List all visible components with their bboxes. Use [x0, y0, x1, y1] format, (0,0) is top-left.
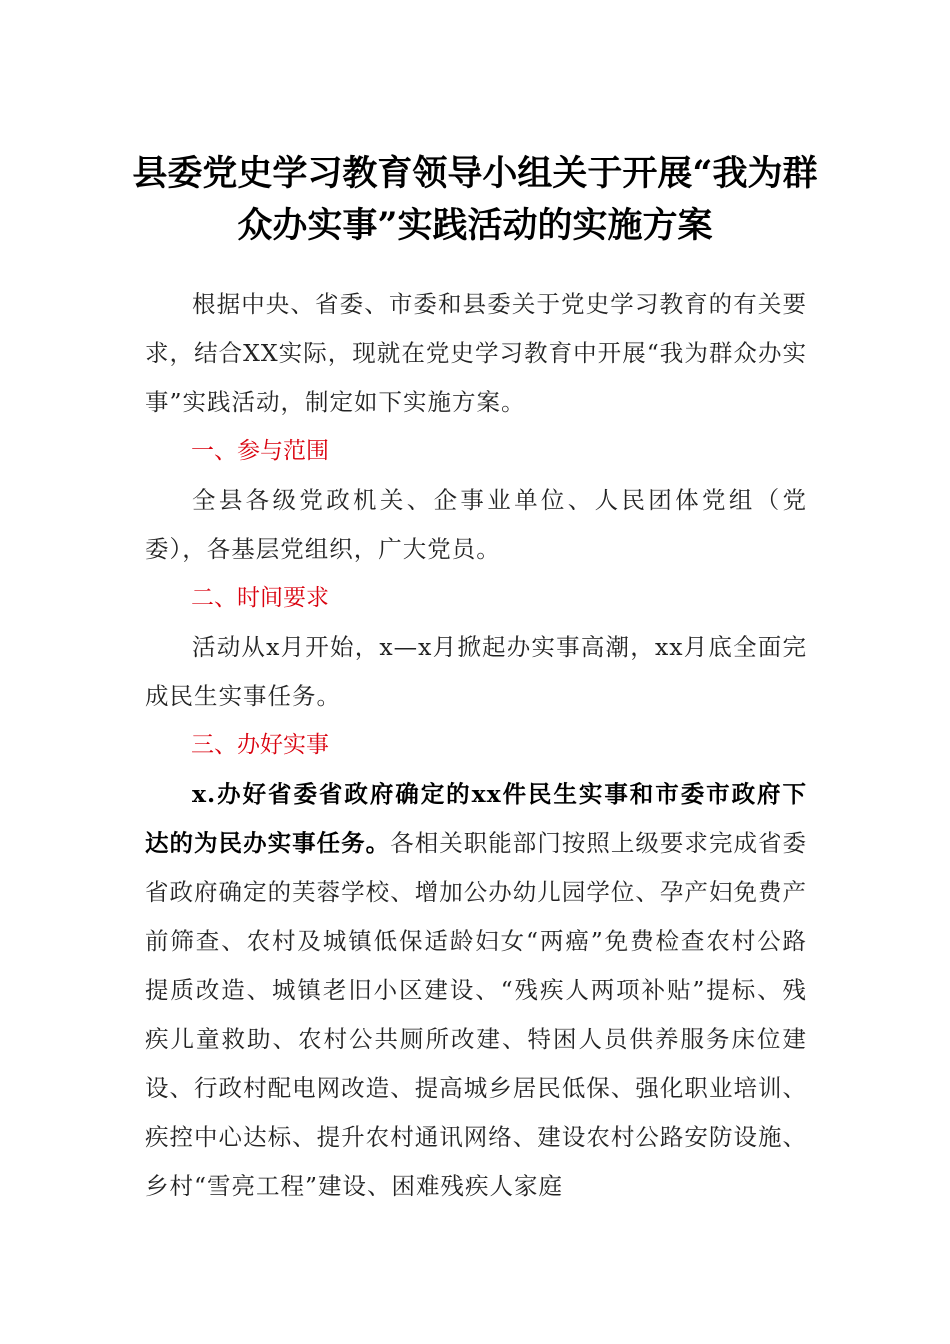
section-heading-tasks: 三、办好实事 [191, 732, 329, 758]
document-title: 县委党史学习教育领导小组关于开展“我为群众办实事”实践活动的实施方案 [132, 153, 818, 246]
section-heading-time: 二、时间要求 [191, 585, 329, 611]
section-heading-scope: 一、参与范围 [191, 438, 329, 464]
section-text-scope: 全县各级党政机关、企事业单位、人民团体党组（党委），各基层党组织，广大党员。 [145, 486, 807, 563]
intro-paragraph: 根据中央、省委、市委和县委关于党史学习教育的有关要求，结合XX实际，现就在党史学习教育中开展“我为群众办实事”实践活动，制定如下实施方案。 [145, 290, 807, 416]
task-item-lead: x.办好省委省政府确定的xx件民生实事和市委市政府下达的为民办实事任务。 [145, 780, 807, 857]
section-text-time: 活动从x月开始，x—x月掀起办实事高潮，xx月底全面完成民生实事任务。 [145, 633, 807, 710]
document-body [145, 280, 807, 1211]
task-item-paragraph [145, 770, 807, 1211]
task-item-text: 各相关职能部门按照上级要求完成省委省政府确定的芙蓉学校、增加公办幼儿园学位、孕产妇免费产前筛查、农村及城镇低保适龄妇女“两癌”免费检查农村公路提质改造、城镇老旧小区建设、“残疾人两项补贴”提标、残疾儿童救助、农村公共厕所改建、特困人员供养服务床位建设、行政村配电网改造、提高城乡居民低保、强化职业培训、疾控中心达标、提升农村通讯网络、建设农村公路安防设施、乡村“雪亮工程”建设、困难残疾人家庭 [145, 829, 808, 1200]
